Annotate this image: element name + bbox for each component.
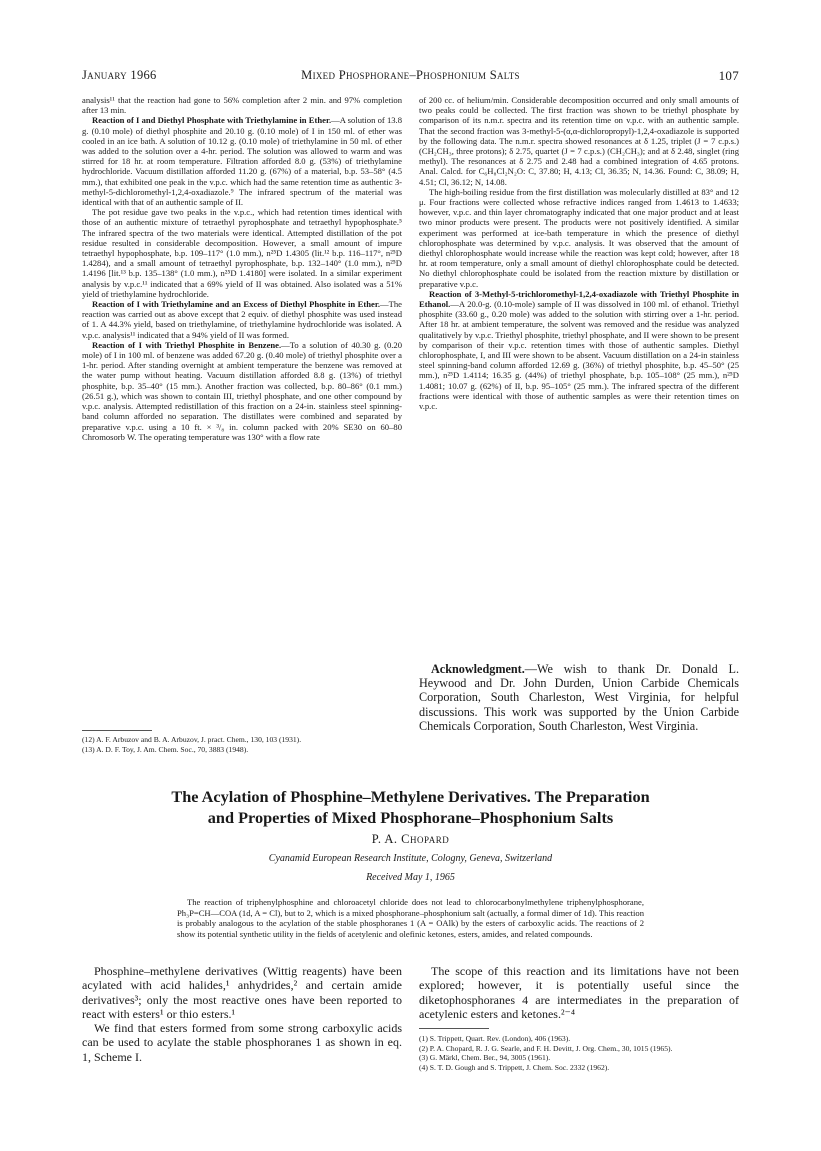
article-author: P. A. Chopard bbox=[371, 832, 450, 846]
abstract: The reaction of triphenylphosphine and chloroacetyl chloride does not lead to chlorocarbonylmethylene triphenylphosphorane, Ph₃P=CH—COA (1d, A = Cl), but to 2, which is a mixed phosphorane–phosphonium salt (actually, a formal dimer of 1d). This reaction is probably analogous to the acylation of the stable phosphoranes 1 (A = OAlk) by the esters of carboxylic acids. The reactions of 2 show its potential synthetic utility in the fields of acetylenic and olefinic ketones, esters, amides, and related compounds. bbox=[177, 897, 644, 939]
reference: (12) A. F. Arbuzov and B. A. Arbuzov, J. pract. Chem., 130, 103 (1931). bbox=[82, 735, 302, 744]
paragraph: of 200 cc. of helium/min. Considerable decomposition occurred and only small amounts of two peaks could be collected. The first fraction was shown to be triethyl phosphate by comparison of its n.m.r. spectra and its retention time on v.p.c. with an authentic sample. That the second fraction was 3-methyl-5-(α,α-dichloropropyl)-1,2,4-oxadiazole is supported by the following data. The n.m.r. spectra showed resonances at δ 1.25, triplet (J = 7 c.p.s.) (CH₂CH₃, three protons); δ 2.75, quartet (J = 7 c.p.s.) (CH₂CH₃); and at δ 2.48, singlet (ring methyl). The resonances at δ 2.75 and 2.48 had a combined integration of 4.65 protons. Anal. Calcd. for C₆H₈Cl₂N₂O: C, 37.80; H, 4.13; Cl, 36.35; N, 14.36. Found: C, 38.09; H, 4.51; Cl, 36.12; N, 14.08. bbox=[419, 95, 739, 187]
left-column-upper bbox=[82, 95, 402, 442]
running-header bbox=[82, 68, 739, 84]
paragraph: Reaction of I with Triethyl Phosphite in Benzene.—To a solution of 40.30 g. (0.20 mole) of I in 100 ml. of benzene was added 67.20 g. (0.40 mole) of triethyl phosphite over a 1-hr. period. After standing overnight at ambient temperature the benzene was removed at the water pump without heating. Vacuum distillation afforded 8.8 g. (13%) of triethyl phosphite, b.p. 35–40° (15 mm.). Another fraction was collected, b.p. 80–86° (0.1 mm.) (26.51 g.), which was shown to contain III, triethyl phosphate, and one other compound by v.p.c. analysis. Attempted redistillation of this fraction on a 24-in. stainless steel spinning-band column afforded no separation. The distillates were combined and separated by preparative v.p.c. using a 10 ft. × ³/₈ in. column packed with 20% SE30 on 60–80 Chromosorb W. The operating temperature was 130° with a flow rate bbox=[82, 339, 403, 442]
paragraph: analysis¹¹ that the reaction had gone to 56% completion after 2 min. and 97% completion after 13 min. bbox=[82, 95, 402, 116]
paragraph: We find that esters formed from some strong carboxylic acids can be used to acylate the stable phosphoranes 1 as shown in eq. 1, Scheme I. bbox=[82, 1021, 402, 1064]
section-heading: Reaction of 3-Methyl-5-trichloromethyl-1,2,4-oxadiazole with Triethyl Phosphite in Ethanol. bbox=[419, 288, 739, 310]
acknowledgment: Acknowledgment.—We wish to thank Dr. Donald L. Heywood and Dr. John Durden, Union Carbide Chemicals Corporation, South Charleston, West Virginia, for helpful discussions. This work was supported by the Union Carbide Chemicals Corporation, South Charleston, West Virginia. bbox=[419, 662, 739, 733]
right-column-upper bbox=[419, 95, 739, 411]
acknowledgment-heading: Acknowledgment. bbox=[431, 662, 525, 676]
paragraph: The pot residue gave two peaks in the v.p.c., which had retention times identical with those of an authentic mixture of tetraethyl pyrophosphate and tetraethyl hypophosphate.⁵ The infrared spectra of the two materials were identical. Attempted distillation of the pot residue resulted in considerable decomposition. However, a small amount of impure tetraethyl hypophosphate, b.p. 109–117° (1.0 mm.), n²⁵D 1.4305 (lit.¹² b.p. 116–117°, n²⁵D 1.4284), and a small amount of tetraethyl pyrophosphate, b.p. 132–140° (1.0 mm.), n²⁵D 1.4196 [lit.¹³ b.p. 135–138° (1.0 mm.), n²⁵D 1.4180] were isolated. In a similar experiment analysis by v.p.c.¹¹ indicated that a 69% yield of II was obtained. Also isolated was a 51% yield of triethylamine hydrochloride. bbox=[82, 207, 402, 299]
section-heading: Reaction of I and Diethyl Phosphate with Triethylamine in Ether. bbox=[92, 115, 332, 126]
author-affiliation: Cyanamid European Research Institute, Cologny, Geneva, Switzerland bbox=[268, 853, 553, 864]
footnote-rule bbox=[82, 730, 152, 731]
page-number: 107 bbox=[718, 68, 739, 83]
footnote-rule bbox=[419, 1028, 489, 1029]
article-title: The Acylation of Phosphine–Methylene Derivatives. The Preparation and Properties of Mixed Phosphorane–Phosphonium Salts bbox=[171, 787, 650, 827]
article-footnotes bbox=[419, 1034, 739, 1072]
reference: (2) P. A. Chopard, R. J. G. Searle, and F. H. Devitt, J. Org. Chem., 30, 1015 (1965). bbox=[419, 1043, 673, 1053]
section-heading: Reaction of I with Triethyl Phosphite in Benzene. bbox=[92, 339, 282, 350]
received-date: Received May 1, 1965 bbox=[366, 872, 455, 883]
header-date: January 1966 bbox=[82, 68, 157, 82]
header-title: Mixed Phosphorane–Phosphonium Salts bbox=[301, 68, 520, 82]
article-left-column bbox=[82, 964, 402, 1064]
reference: (1) S. Trippett, Quart. Rev. (London), 406 (1963). bbox=[419, 1034, 571, 1043]
paragraph: Reaction of I with Triethylamine and an Excess of Diethyl Phosphite in Ether.—The reaction was carried out as above except that 2 equiv. of diethyl phosphite was used instead of 1. A 44.3% yield, based on triethylamine, of triethylamine hydrochloride was isolated. A v.p.c. analysis¹¹ indicated that a 94% yield of II was formed. bbox=[82, 299, 402, 340]
paragraph: The high-boiling residue from the first distillation was molecularly distilled at 83° and 12 μ. Four fractions were collected whose refractive indices ranged from 1.4613 to 1.4633; however, v.p.c. and thin layer chromatography indicated that one major product and at least two minor products were present. The products were not positively identified. A similar experiment was performed at ice-bath temperature in which the presence of diethyl chlorophosphate was determined by v.p.c. analysis. It was observed that the amount of diethyl chlorophosphate would increase while the reaction was kept cold; however, after 18 hr. at room temperature, only a small amount of diethyl chlorophosphate could be detected. No diethyl chlorophosphate could be isolated from the reaction mixture by distillation or preparative v.p.c. bbox=[419, 186, 739, 289]
reference: (4) S. T. D. Gough and S. Trippett, J. Chem. Soc. 2332 (1962). bbox=[419, 1062, 610, 1072]
paragraph: Reaction of I and Diethyl Phosphate with Triethylamine in Ether.—A solution of 13.8 g. (0.10 mole) of diethyl phosphite and 20.10 g. (0.10 mole) of I in 150 ml. of ether was cooled in an ice bath. A solution of 10.12 g. (0.10 mole) of triethylamine in 50 ml. of ether was added to the solution over a 4-hr. period. The solution was allowed to warm and was stirred for 18 hr. at room temperature. Filtration afforded 8.0 g. (53%) of triethylamine hydrochloride. Vacuum distillation afforded 11.20 g. (67%) of a material, b.p. 53–58° (4.5 mm.), that exhibited one peak in the v.p.c. which had the same retention time as authentic 3-methyl-5-dichloromethyl-1,2,4-oxadiazole.⁹ The infrared spectrum of the material was identical with that of an authentic sample of II. bbox=[82, 115, 402, 208]
section-heading: Reaction of I with Triethylamine and an Excess of Diethyl Phosphite in Ether. bbox=[92, 299, 381, 310]
paragraph: Phosphine–methylene derivatives (Wittig reagents) have been acylated with acid halides,¹ anhydrides,² and certain amide derivatives³; only the most reactive ones have been reported to react with esters¹ or thio esters.¹ bbox=[82, 964, 402, 1021]
paragraph: The scope of this reaction and its limitations have not been explored; however, it is potentially useful since the diketophosphoranes 4 are intermediates in the preparation of acetylenic esters and ketones.²⁻⁴ bbox=[419, 964, 739, 1021]
reference: (3) G. Märkl, Chem. Ber., 94, 3005 (1961). bbox=[419, 1053, 551, 1063]
article-right-column bbox=[419, 964, 739, 1021]
reference: (13) A. D. F. Toy, J. Am. Chem. Soc., 70, 3883 (1948). bbox=[82, 744, 249, 754]
paragraph: Reaction of 3-Methyl-5-trichloromethyl-1,2,4-oxadiazole with Triethyl Phosphite in Ethanol.—A 20.0-g. (0.10-mole) sample of II was dissolved in 100 ml. of ethanol. Triethyl phosphite (33.60 g., 0.20 mole) was added to the solution with stirring over a 1-hr. period. After 18 hr. at ambient temperature, the solvent was removed and the residue was analyzed qualitatively by v.p.c. Triethyl phosphite, triethyl phosphate, and II were shown to be present by comparison of their v.p.c. retention times with those of authentic samples. Diethyl chlorophosphate, I, and III were shown to be absent. Vacuum distillation on a 24-in stainless steel spinning-band column afforded 12.69 g. (36%) of triethyl phosphite, b.p. 45–50° (25 mm.), n²⁵D 1.4114; 16.35 g. (44%) of triethyl phosphate, b.p. 105–108° (25 mm.), n²⁵D 1.4081; 10.07 g. (62%) of II, b.p. 95–105° (25 mm.). The infrared spectra of the different fractions were identical with those of authentic samples as were their retention times on v.p.c. bbox=[419, 288, 739, 412]
left-footnotes bbox=[82, 735, 402, 754]
